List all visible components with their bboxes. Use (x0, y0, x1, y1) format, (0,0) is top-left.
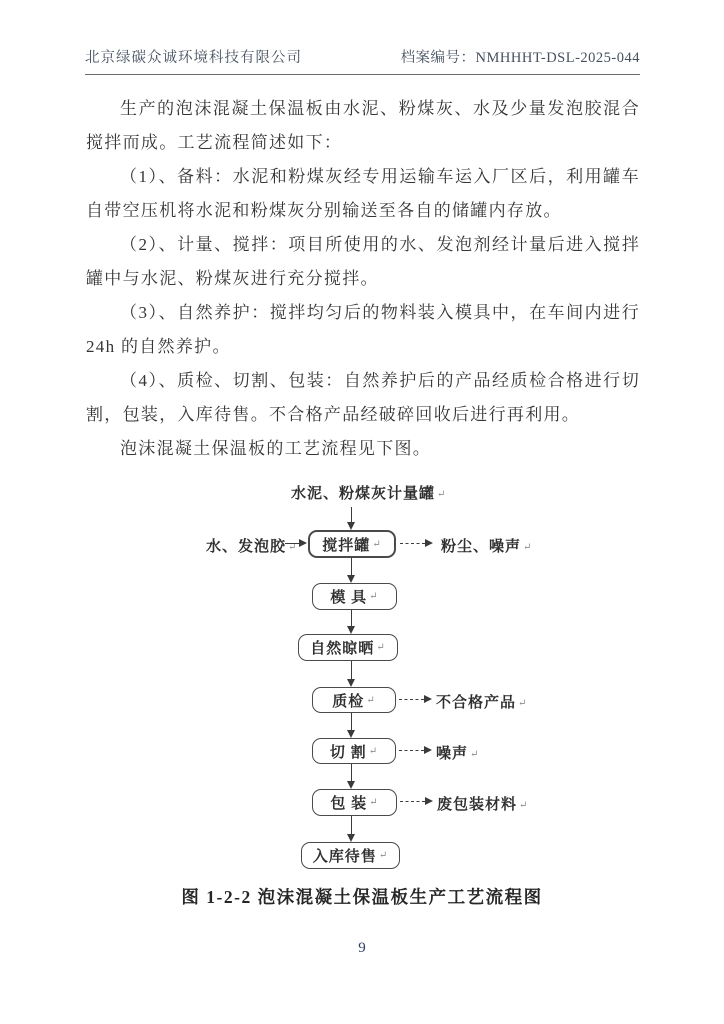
flow-output-waste-packaging (437, 793, 528, 814)
paragraph-intro: 生产的泡沫混凝土保温板由水泥、粉煤灰、水及少量发泡胶混合搅拌而成。工艺流程简述如下： (86, 99, 640, 152)
return-mark: ↵ (372, 538, 382, 550)
flow-box-label: 质检 (332, 693, 365, 710)
flow-box-label: 入库待售 (312, 849, 377, 865)
arrow-down-icon (351, 610, 352, 626)
return-mark: ↵ (376, 642, 386, 653)
flow-box-mixing-tank (308, 530, 396, 558)
flow-box-label: 切 割 (329, 744, 367, 761)
paragraph-step1: （1）、备料：水泥和粉煤灰经专用运输车运入厂区后，利用罐车自带空压机将水泥和粉煤灰分别输送至各自的储罐内存放。 (86, 167, 640, 220)
flow-output-noise (436, 742, 479, 763)
flow-input-text: 水、发泡胶 (206, 539, 287, 555)
return-mark: ↵ (366, 694, 376, 706)
flow-box-packaging (312, 789, 397, 816)
arrow-down-icon (351, 558, 352, 575)
flow-output-text: 不合格产品 (436, 695, 517, 711)
flow-box-storage-sale (301, 842, 400, 869)
arrow-down-icon (351, 713, 352, 730)
paragraph-step3: （3）、自然养护：搅拌均匀后的物料装入模具中，在车间内进行 24h 的自然养护。 (86, 303, 640, 356)
archive-number: 档案编号：NMHHHT-DSL-2025-044 (400, 50, 640, 66)
flow-box-label: 包 装 (330, 796, 368, 812)
flow-box-natural-drying (298, 634, 398, 661)
return-mark: ↵ (523, 542, 533, 553)
return-mark: ↵ (378, 850, 389, 861)
paragraph-step2: （2）、计量、搅拌：项目所使用的水、发泡剂经计量后进入搅拌罐中与水泥、粉煤灰进行充分搅拌。 (86, 235, 640, 288)
body-text (86, 92, 640, 466)
flow-output-dust-noise (441, 535, 532, 556)
return-mark: ↵ (369, 797, 379, 808)
arrow-down-icon (351, 816, 352, 834)
return-mark: ↵ (437, 489, 447, 500)
return-mark: ↵ (519, 800, 529, 811)
flow-box-label: 模 具 (330, 590, 368, 606)
flow-source-label (291, 482, 446, 503)
flow-box-cutting (312, 738, 396, 764)
return-mark: ↵ (518, 698, 528, 709)
flow-output-text: 噪声 (436, 746, 469, 762)
dashed-arrow-icon (400, 801, 425, 802)
return-mark: ↵ (470, 749, 480, 760)
flow-source-text: 水泥、粉煤灰计量罐 (291, 486, 436, 502)
figure-caption: 图 1-2-2 泡沫混凝土保温板生产工艺流程图 (181, 887, 543, 907)
arrow-down-icon (351, 764, 352, 781)
flow-output-rejects (436, 691, 527, 712)
arrow-right-icon (285, 543, 299, 544)
return-mark: ↵ (368, 745, 379, 757)
return-mark: ↵ (369, 591, 379, 602)
flow-output-text: 粉尘、噪声 (441, 539, 522, 555)
dashed-arrow-icon (399, 750, 424, 751)
flow-box-label: 自然晾晒 (310, 641, 375, 657)
page-header (85, 46, 640, 75)
paragraph-figure-lead: 泡沫混凝土保温板的工艺流程见下图。 (120, 439, 432, 458)
paragraph-step4: （4）、质检、切割、包装：自然养护后的产品经质检合格进行切割，包装，入库待售。不合格产品经破碎回收后进行再利用。 (86, 371, 640, 424)
arrow-down-icon (351, 507, 352, 522)
flow-box-mold (312, 583, 397, 610)
process-flowchart (0, 480, 724, 880)
arrow-down-icon (351, 661, 352, 679)
flow-box-label: 搅拌罐 (322, 537, 371, 554)
dashed-arrow-icon (399, 699, 424, 700)
return-mark: ↵ (288, 542, 298, 553)
company-name: 北京绿碳众诚环境科技有限公司 (85, 50, 302, 66)
page-number: 9 (358, 940, 366, 956)
flow-output-text: 废包装材料 (437, 797, 518, 813)
dashed-arrow-icon (400, 543, 425, 544)
flow-input-water-foam (206, 535, 297, 556)
flow-box-quality-check (312, 687, 396, 713)
